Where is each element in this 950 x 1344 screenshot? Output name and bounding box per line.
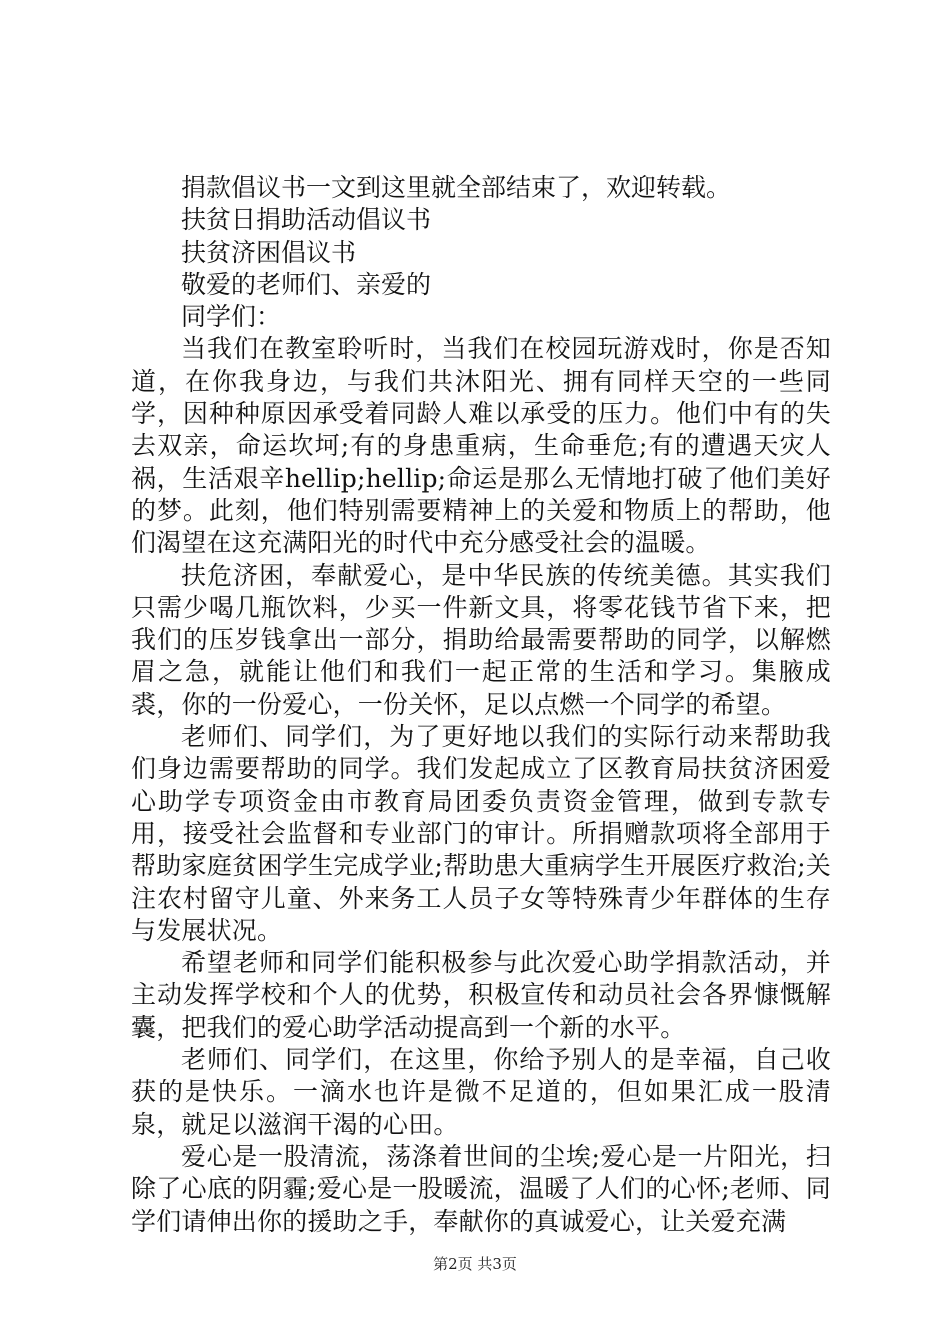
text-line: 捐款倡议书一文到这里就全部结束了，欢迎转载。 <box>181 173 732 202</box>
paragraph: 老师们、同学们，为了更好地以我们的实际行动来帮助我们身边需要帮助的同学。我们发起成立了区教育局扶贫济困爱心助学专项资金由市教育局团委负责资金管理，做到专款专用，接受社会监督和专业部门的审计。所捐赠款项将全部用于帮助家庭贫困学生完成学业;帮助患大重病学生开展医疗救治;关注农村留守儿童、外来务工人员子女等特殊青少年群体的生存与发展状况。 <box>131 722 831 945</box>
paragraph: 爱心是一股清流，荡涤着世间的尘埃;爱心是一片阳光，扫除了心底的阴霾;爱心是一股暖流，温暖了人们的心怀;老师、同学们请伸出你的援助之手，奉献你的真诚爱心，让关爱充满 <box>131 1141 831 1236</box>
text-line: 扶贫日捐助活动倡议书 <box>181 205 432 235</box>
paragraph: 希望老师和同学们能积极参与此次爱心助学捐款活动，并主动发挥学校和个人的优势，积极宣传和动员社会各界慷慨解囊，把我们的爱心助学活动提高到一个新的水平。 <box>131 948 831 1042</box>
salutation: 同学们： <box>181 302 282 332</box>
paragraph: 当我们在教室聆听时，当我们在校园玩游戏时，你是否知道，在你我身边，与我们共沐阳光、拥有同样天空的一些同学，因种种原因承受着同龄人难以承受的压力。他们中有的失去双亲，命运坎坷;有的身患重病，生命垂危;有的遭遇天灾人祸，生活艰辛hellip;hellip;命运是那么无情地打破了他们美好的梦。此刻，他们特别需要精神上的关爱和物质上的帮助，他们渴望在这充满阳光的时代中充分感受社会的温暖。 <box>131 334 831 558</box>
document-body <box>131 172 831 1238</box>
text-line: 敬爱的老师们、亲爱的 <box>181 269 432 299</box>
paragraph: 扶危济困，奉献爱心，是中华民族的传统美德。其实我们只需少喝几瓶饮料，少买一件新文具，将零花钱节省下来，把我们的压岁钱拿出一部分，捐助给最需要帮助的同学，以解燃眉之急，就能让他们和我们一起正常的生活和学习。集腋成裘，你的一份爱心，一份关怀，足以点燃一个同学的希望。 <box>131 560 831 719</box>
page-number-footer: 第2页 共3页 <box>433 1255 517 1273</box>
text-line: 扶贫济困倡议书 <box>181 237 357 267</box>
paragraph: 老师们、同学们，在这里，你给予别人的是幸福，自己收获的是快乐。一滴水也许是微不足道的，但如果汇成一股清泉，就足以滋润干渴的心田。 <box>131 1045 831 1139</box>
